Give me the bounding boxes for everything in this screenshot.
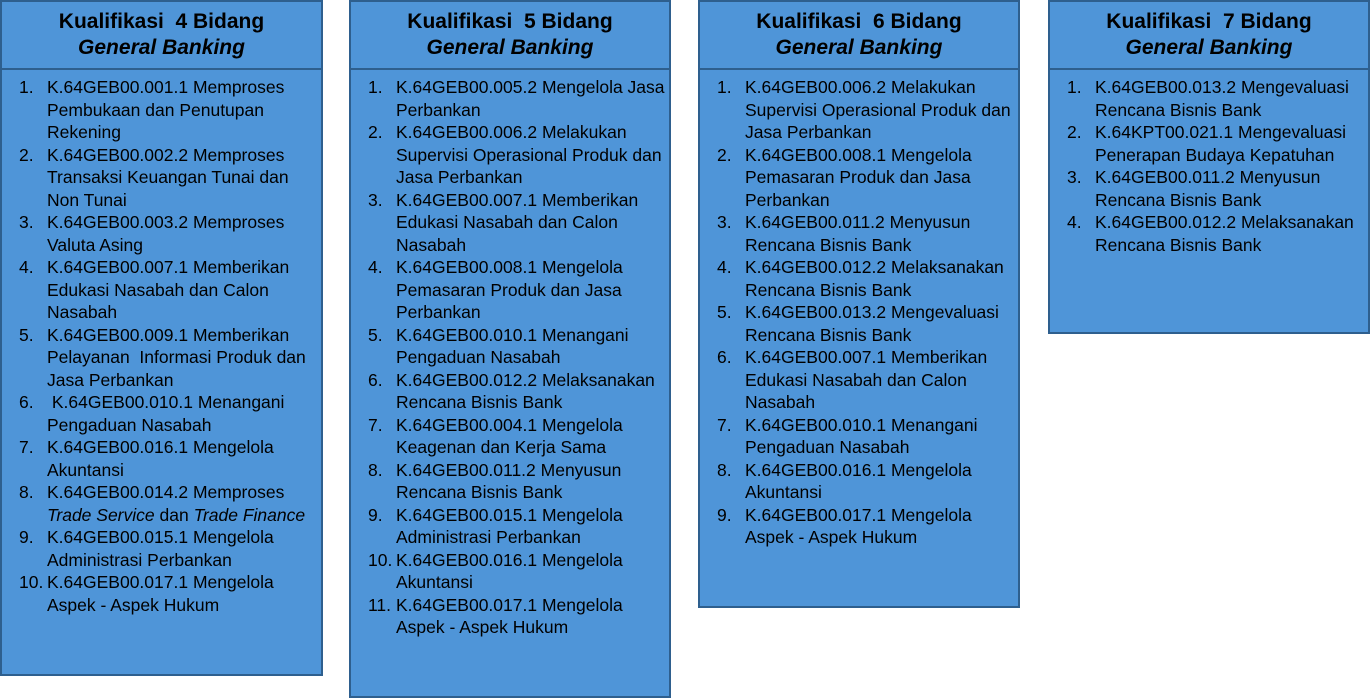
list-item-text: K.64GEB00.007.1 Memberikan Edukasi Nasabah dan Calon Nasabah [396, 189, 644, 255]
list-item [368, 414, 665, 459]
column-title: Kualifikasi 5 Bidang [407, 10, 613, 33]
list-item-text: K.64GEB00.010.1 Menangani Pengaduan Nasabah [745, 414, 983, 457]
column-body [1048, 70, 1370, 334]
list-item-number: 1. [19, 77, 34, 97]
list-item-number: 2. [19, 144, 34, 165]
list-item-text: K.64GEB00.006.2 Melakukan Supervisi Operasional Produk dan Jasa Perbankan [745, 77, 1016, 142]
competency-list [1067, 76, 1364, 256]
list-item [717, 144, 1014, 212]
list-item-number: 10. [368, 549, 393, 570]
list-item-number: 6. [717, 347, 732, 367]
list-item-number: 2. [368, 122, 383, 142]
list-item [19, 436, 317, 481]
list-item-text: K.64GEB00.016.1 Mengelola Akuntansi [396, 549, 627, 592]
list-item-text: K.64GEB00.006.2 Melakukan Supervisi Operasional Produk dan Jasa Perbankan [396, 122, 667, 187]
list-item [19, 571, 317, 616]
list-item-number: 8. [19, 482, 34, 502]
list-item-text: K.64GEB00.015.1 Mengelola Administrasi Perbankan [396, 504, 627, 547]
list-item-text: K.64GEB00.011.2 Menyusun Rencana Bisnis Bank [745, 212, 976, 255]
list-item [368, 594, 665, 639]
list-item [717, 504, 1014, 549]
list-item-text: K.64GEB00.012.2 Melaksanakan Rencana Bisnis Bank [1095, 212, 1364, 255]
column-subtitle: General Banking [78, 36, 245, 59]
list-item-text: K.64GEB00.005.2 Mengelola Jasa Perbankan [396, 77, 670, 120]
list-item-number: 4. [19, 257, 34, 277]
list-item-text: K.64GEB00.017.1 Mengelola Aspek - Aspek Hukum [396, 594, 627, 637]
list-item [368, 189, 665, 257]
list-item-number: 2. [1067, 122, 1082, 142]
column-header [349, 0, 671, 70]
list-item-number: 6. [368, 369, 383, 390]
list-item-text: K.64KPT00.021.1 Mengevaluasi Penerapan Budaya Kepatuhan [1095, 122, 1351, 165]
list-item-text: K.64GEB00.009.1 Memberikan Pelayanan Informasi Produk dan Jasa Perbankan [47, 324, 311, 390]
column-title: Kualifikasi 6 Bidang [756, 10, 962, 33]
list-item-text: K.64GEB00.008.1 Mengelola Pemasaran Produk dan Jasa Perbankan [745, 144, 977, 210]
competency-list [368, 76, 670, 639]
list-item-number: 4. [717, 257, 732, 277]
list-item [1067, 121, 1364, 166]
column-kualifikasi-5 [349, 0, 671, 698]
list-item-text: K.64GEB00.017.1 Mengelola Aspek - Aspek Hukum [745, 504, 976, 547]
list-item [368, 504, 665, 549]
list-item [717, 211, 1014, 256]
list-item [1067, 211, 1364, 256]
list-item-text: K.64GEB00.013.2 Mengevaluasi Rencana Bisnis Bank [1095, 77, 1354, 120]
list-item [19, 256, 317, 324]
column-header [0, 0, 323, 70]
list-item [717, 301, 1014, 346]
list-item-number: 7. [368, 414, 383, 435]
list-item-number: 3. [368, 189, 383, 210]
list-item-number: 5. [19, 324, 34, 345]
list-item-text: K.64GEB00.010.1 Menangani Pengaduan Nasabah [47, 392, 290, 435]
list-item-number: 8. [368, 459, 383, 480]
list-item [368, 76, 670, 121]
list-item-text: K.64GEB00.010.1 Menangani Pengaduan Nasabah [396, 324, 634, 367]
list-item [368, 549, 665, 594]
list-item-number: 4. [1067, 212, 1082, 232]
list-item-number: 9. [19, 527, 34, 547]
list-item-number: 9. [368, 504, 383, 525]
list-item [368, 256, 665, 324]
column-header [1048, 0, 1370, 70]
list-item-text: K.64GEB00.007.1 Memberikan Edukasi Nasabah dan Calon Nasabah [47, 257, 295, 322]
list-item-number: 10. [19, 572, 44, 592]
list-item [717, 346, 1014, 414]
list-item-text: K.64GEB00.012.2 Melaksanakan Rencana Bisnis Bank [745, 257, 1014, 300]
list-item-text: K.64GEB00.011.2 Menyusun Rencana Bisnis Bank [1095, 167, 1326, 210]
list-item-text: K.64GEB00.012.2 Melaksanakan Rencana Bisnis Bank [396, 369, 665, 412]
list-item-number: 1. [1067, 77, 1082, 97]
list-item [368, 324, 665, 369]
list-item-number: 3. [1067, 167, 1082, 187]
list-item-italic-term: Trade Service [47, 504, 155, 525]
list-item-italic-term: Trade Finance [193, 504, 306, 525]
competency-list [717, 76, 1014, 549]
list-item-number: 5. [717, 302, 732, 322]
list-item-text: K.64GEB00.017.1 Mengelola Aspek - Aspek Hukum [47, 572, 278, 615]
column-subtitle: General Banking [426, 36, 594, 59]
list-item-number: 3. [717, 212, 732, 232]
list-item-text: K.64GEB00.013.2 Mengevaluasi Rencana Bisnis Bank [745, 302, 1004, 345]
list-item [1067, 76, 1364, 121]
list-item [368, 121, 665, 189]
list-item-number: 11. [368, 594, 392, 615]
list-item-text: K.64GEB00.001.1 Memproses Pembukaan dan Penutupan Rekening [47, 77, 290, 142]
list-item-text: K.64GEB00.015.1 Mengelola Administrasi Perbankan [47, 527, 278, 570]
competency-list [19, 76, 317, 616]
list-item [19, 526, 317, 571]
column-kualifikasi-6 [698, 0, 1020, 608]
list-item [717, 459, 1014, 504]
list-item [717, 76, 1014, 144]
column-body [349, 70, 671, 698]
list-item-text: K.64GEB00.003.2 Memproses Valuta Asing [47, 212, 290, 255]
column-subtitle: General Banking [1125, 36, 1293, 59]
list-item [19, 481, 317, 526]
column-body [698, 70, 1020, 608]
list-item-number: 1. [368, 77, 383, 97]
list-item [717, 414, 1014, 459]
list-item-text: K.64GEB00.008.1 Mengelola Pemasaran Produk dan Jasa Perbankan [396, 257, 628, 322]
column-title: Kualifikasi 4 Bidang [58, 10, 265, 33]
list-item-number: 4. [368, 257, 383, 277]
column-body [0, 70, 323, 676]
list-item-text-mid: dan [154, 504, 194, 525]
list-item-number: 8. [717, 459, 732, 480]
list-item [717, 256, 1014, 301]
list-item-text: K.64GEB00.014.2 Memproses [47, 482, 290, 502]
list-item [1067, 166, 1364, 211]
list-item-number: 1. [717, 77, 732, 97]
list-item-text: K.64GEB00.016.1 Mengelola Akuntansi [47, 437, 278, 480]
list-item-text: K.64GEB00.002.2 Memproses Transaksi Keuangan Tunai dan Non Tunai [47, 144, 294, 210]
list-item [19, 324, 317, 392]
list-item-number: 7. [19, 437, 34, 457]
list-item-text: K.64GEB00.011.2 Menyusun Rencana Bisnis Bank [396, 459, 627, 502]
list-item [19, 391, 317, 436]
list-item-text: K.64GEB00.007.1 Memberikan Edukasi Nasabah dan Calon Nasabah [745, 347, 993, 412]
column-title: Kualifikasi 7 Bidang [1106, 10, 1312, 33]
list-item-number: 5. [368, 324, 383, 345]
list-item-number: 7. [717, 414, 732, 435]
list-item [19, 144, 317, 212]
list-item [19, 211, 317, 256]
list-item-number: 2. [717, 144, 732, 165]
column-kualifikasi-7 [1048, 0, 1370, 334]
list-item-text: K.64GEB00.016.1 Mengelola Akuntansi [745, 459, 976, 502]
column-subtitle: General Banking [775, 36, 943, 59]
list-item [368, 459, 665, 504]
column-header [698, 0, 1020, 70]
list-item-number: 9. [717, 504, 732, 525]
list-item-number: 3. [19, 212, 34, 232]
list-item-text: K.64GEB00.004.1 Mengelola Keagenan dan Kerja Sama [396, 414, 628, 457]
list-item-number: 6. [19, 392, 34, 412]
list-item [368, 369, 665, 414]
list-item [19, 76, 317, 144]
column-kualifikasi-4 [0, 0, 323, 676]
